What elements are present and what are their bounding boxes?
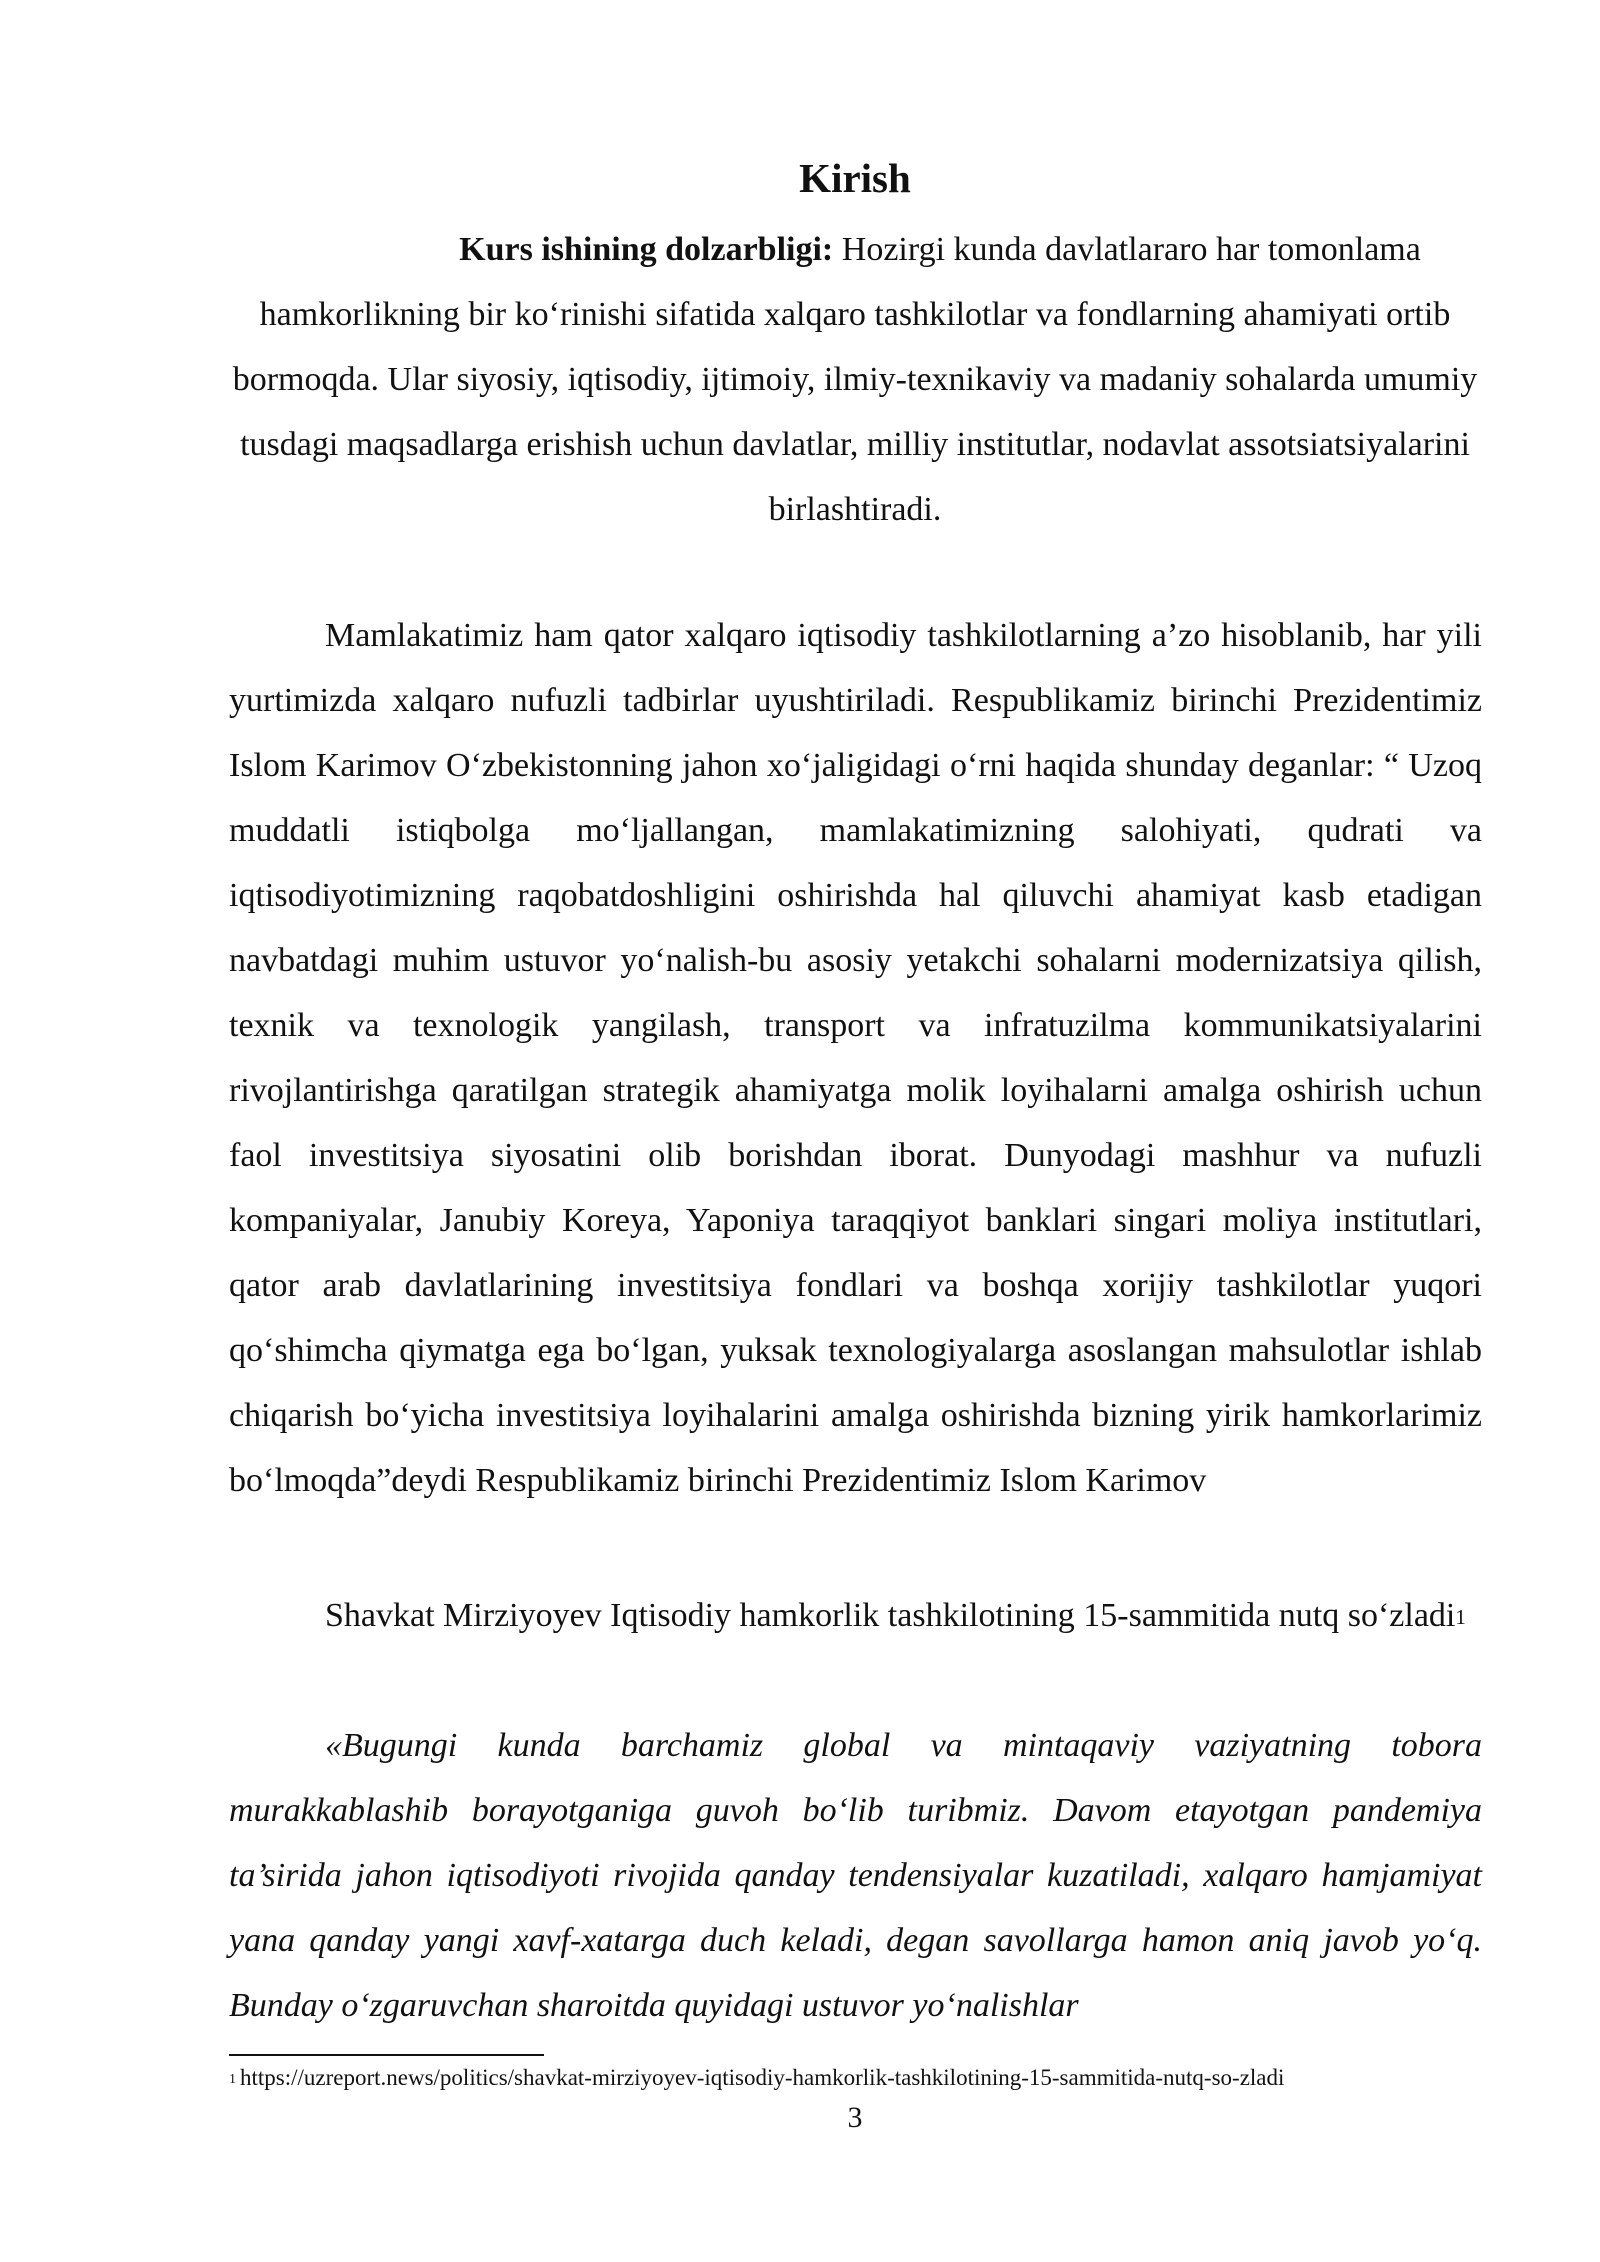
paragraph-2-text: Shavkat Mirziyoyev Iqtisodiy hamkorlik tashkilotining 15-sammitida nutq so‘zladi [325,1597,1456,1634]
footnote-mark: 1 [229,2072,236,2087]
quote-paragraph: «Bugungi kunda barchamiz global va mintaqaviy vaziyatning tobora murakkablashib borayotganiga guvoh bo‘lib turibmiz. Davom etayotgan pandemiya ta’sirida jahon iqtisodiyoti rivojida qanday tendensiyalar kuzatiladi, xalqaro hamjamiyat yana qanday yangi xavf-xatarga duch keladi, degan savollarga hamon aniq javob yo‘q. Bunday o‘zgaruvchan sharoitda quyidagi ustuvor yo‘nalishlar [229,1727,1482,2024]
intro-text: Hozirgi kunda davlatlararo har tomonlama hamkorlikning bir ko‘rinishi sifatida xalqaro tashkilotlar va fondlarning ahamiyati ortib bormoqda. Ular siyosiy, iqtisodiy, ijtimoiy, ilmiy-texnikaviy va madaniy sohalarda umumiy tusdagi maqsadlarga erishish uchun davlatlar, milliy institutlar, nodavlat assotsiatsiyalarini birlashtiradi. [232,231,1478,528]
page-number: 3 [847,2101,863,2134]
footnote-link[interactable]: https://uzreport.news/politics/shavkat-mirziyoyev-iqtisodiy-hamkorlik-tashkilotining-15-sammitida-nutq-so-zladi [240,2065,1285,2090]
body-paragraph-2 [229,1583,1482,1648]
intro-label: Kurs ishining dolzarbligi: [459,231,834,268]
footnote [229,2062,1529,2094]
page-title: Kirish [799,155,911,201]
intro-paragraph [230,217,1480,542]
footnote-reference[interactable]: 1 [1455,1605,1466,1629]
footnote-divider [229,2054,544,2056]
body-paragraph-1: Mamlakatimiz ham qator xalqaro iqtisodiy tashkilotlarning a’zo hisoblanib, har yili yurtimizda xalqaro nufuzli tadbirlar uyushtiriladi. Respublikamiz birinchi Prezidentimiz Islom Karimov O‘zbekistonning jahon xo‘jaligidagi o‘rni haqida shunday deganlar: “ Uzoq muddatli istiqbolga mo‘ljallangan, mamlakatimizning salohiyati, qudrati va iqtisodiyotimizning raqobatdoshligini oshirishda hal qiluvchi ahamiyat kasb etadigan navbatdagi muhim ustuvor yo‘nalish-bu asosiy yetakchi sohalarni modernizatsiya qilish, texnik va texnologik yangilash, transport va infratuzilma kommunikatsiyalarini rivojlantirishga qaratilgan strategik ahamiyatga molik loyihalarni amalga oshirish uchun faol investitsiya siyosatini olib borishdan iborat. Dunyodagi mashhur va nufuzli kompaniyalar, Janubiy Koreya, Yaponiya taraqqiyot banklari singari moliya institutlari, qator arab davlatlarining investitsiya fondlari va boshqa xorijiy tashkilotlar yuqori qo‘shimcha qiymatga ega bo‘lgan, yuksak texnologiyalarga asoslangan mahsulotlar ishlab chiqarish bo‘yicha investitsiya loyihalarini amalga oshirishda bizning yirik hamkorlarimiz bo‘lmoqda”deydi Respublikamiz birinchi Prezidentimiz Islom Karimov [229,617,1482,1499]
